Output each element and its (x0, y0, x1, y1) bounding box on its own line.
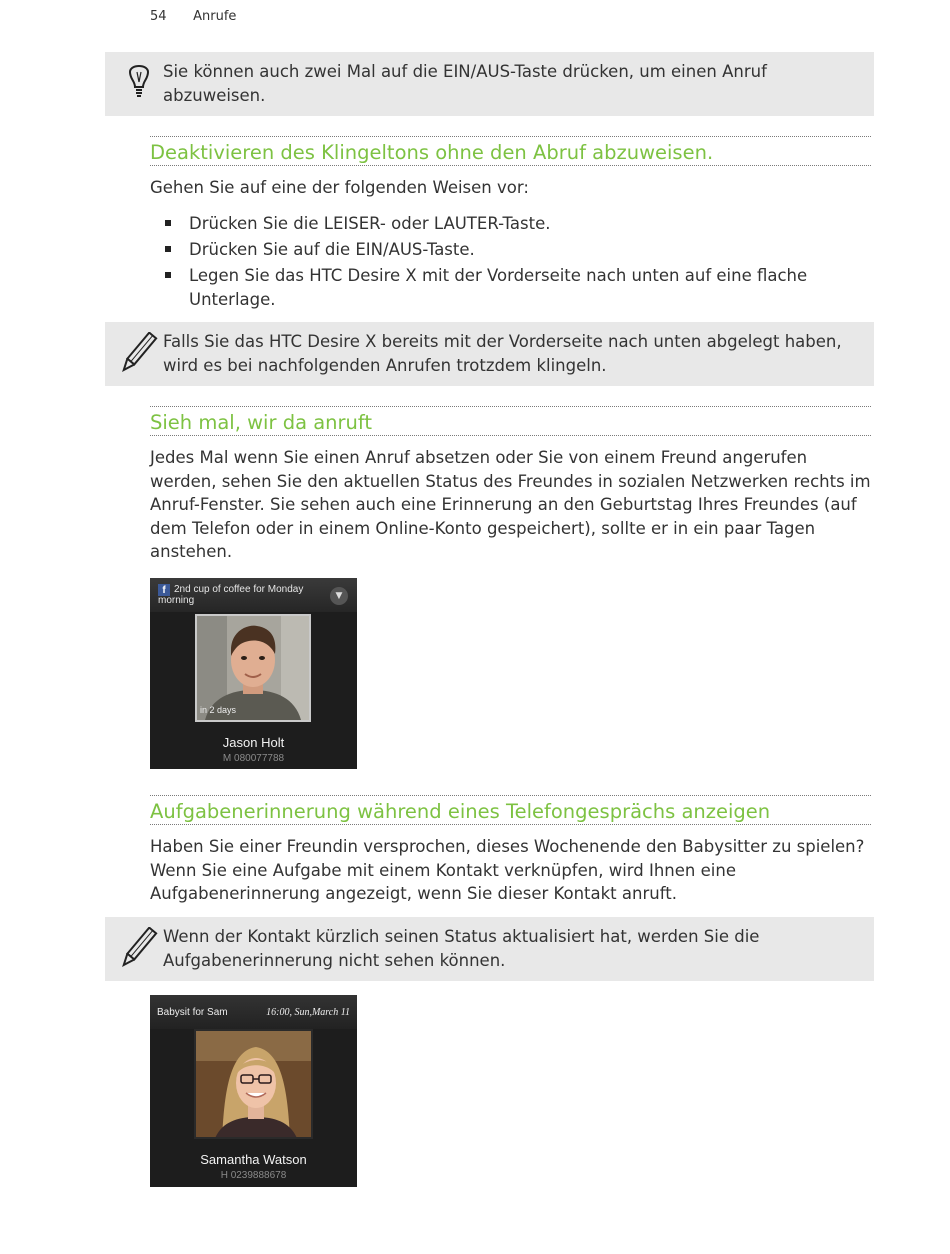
list-item: Drücken Sie auf die EIN/AUS-Taste. (150, 238, 850, 262)
bullet-list (150, 212, 850, 314)
section-heading-ringtone: Deaktivieren des Klingeltons ohne den Abruf abzuweisen. (150, 141, 714, 164)
note-box (105, 322, 874, 386)
section-body: Jedes Mal wenn Sie einen Anruf absetzen oder Sie von einem Freund angerufen werden, sehen Sie den aktuellen Status des Freundes in sozialen Netzwerken rechts im Anruf-Fenster. Sie sehen auch eine Erinnerung an den Geburtstag Ihres Freundes (auf dem Telefon oder in einem Online-Konto gespeichert), sollte er in ein paar Tagen anstehen. (150, 448, 871, 561)
note-box (105, 917, 874, 981)
contact-name: Jason Holt (222, 735, 285, 750)
divider (150, 165, 871, 166)
divider (150, 824, 871, 825)
facebook-icon: f (158, 584, 170, 596)
lightbulb-icon (115, 62, 159, 108)
list-item: Legen Sie das HTC Desire X mit der Vorderseite nach unten auf eine flache Unterlage. (150, 264, 850, 311)
call-screenshot-samantha (150, 995, 357, 1187)
tip-text: Sie können auch zwei Mal auf die EIN/AUS-Taste drücken, um einen Anruf abzuweisen. (163, 62, 767, 105)
contact-name: Samantha Watson (200, 1152, 307, 1167)
call-screenshot-jason (150, 578, 357, 769)
section-heading-task: Aufgabenerinnerung während eines Telefongesprächs anzeigen (150, 800, 771, 823)
chevron-down-icon: ▼ (330, 587, 348, 605)
social-status: 2nd cup of coffee for Monday morning (158, 584, 304, 606)
bullet-square-icon (165, 246, 171, 252)
tip-box (105, 52, 874, 116)
note-text: Wenn der Kontakt kürzlich seinen Status aktualisiert hat, werden Sie die Aufgabenerinnerung nicht sehen können. (163, 927, 760, 970)
section-intro: Gehen Sie auf eine der folgenden Weisen vor: (150, 178, 529, 197)
contact-photo (194, 1029, 313, 1139)
divider (150, 435, 871, 436)
task-title: Babysit for Sam (157, 1007, 228, 1018)
list-item: Drücken Sie die LEISER- oder LAUTER-Taste. (150, 212, 850, 236)
divider (150, 406, 871, 407)
page-header (150, 9, 236, 24)
divider (150, 795, 871, 796)
contact-phone: M 080077788 (222, 753, 285, 764)
section-heading-caller: Sieh mal, wir da anruft (150, 411, 373, 434)
pencil-icon (115, 332, 159, 378)
task-datetime: 16:00, Sun,March 11 (266, 1007, 350, 1018)
bullet-square-icon (165, 272, 171, 278)
section-title: Anrufe (193, 9, 237, 24)
section-body: Haben Sie einer Freundin versprochen, dieses Wochenende den Babysitter zu spielen? Wenn Sie eine Aufgabe mit einem Kontakt verknüpfen, wird Ihnen eine Aufgabenerinnerung angezeigt, wenn Sie dieser Kontakt anruft. (150, 837, 865, 903)
divider (150, 136, 871, 137)
contact-phone: H 0239888678 (220, 1170, 287, 1181)
page-number: 54 (150, 9, 167, 24)
bullet-square-icon (165, 220, 171, 226)
birthday-badge: in 2 days (200, 705, 237, 715)
note-text: Falls Sie das HTC Desire X bereits mit der Vorderseite nach unten abgelegt haben, wird es bei nachfolgenden Anrufen trotzdem klingeln. (163, 332, 842, 375)
pencil-icon (115, 927, 159, 973)
